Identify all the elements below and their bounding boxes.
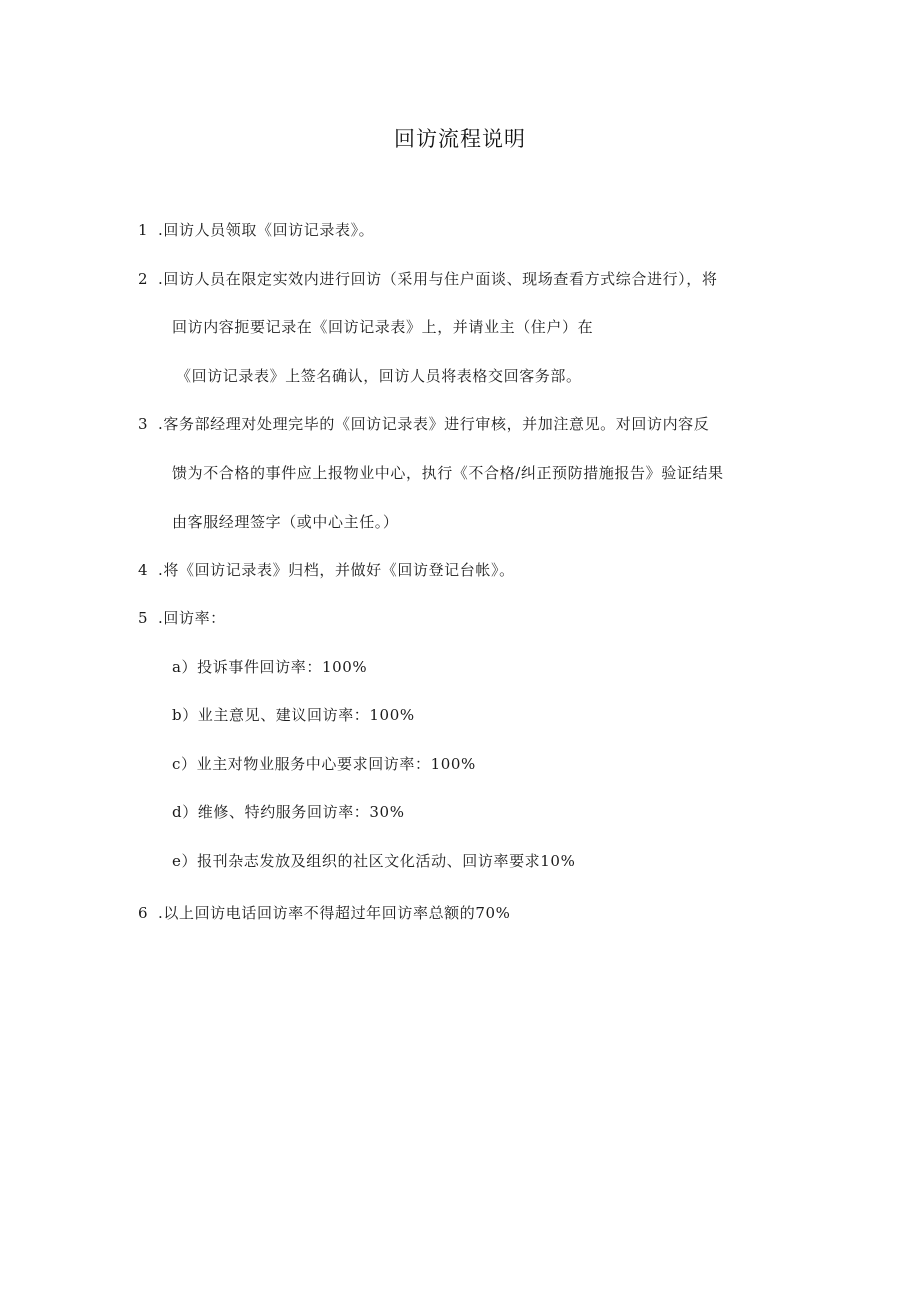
item-number: 3 [138, 415, 149, 433]
item-number: 5 [138, 609, 149, 627]
item-number: 4 [138, 561, 149, 579]
sub-item-text: b）业主意见、建议回访率：100% [172, 706, 415, 724]
item-text: 由客服经理签字（或中心主任。） [172, 513, 399, 531]
item-text: .以上回访电话回访率不得超过年回访率总额的70% [158, 904, 511, 922]
item-text: 《回访记录表》上签名确认，回访人员将表格交回客务部。 [176, 367, 582, 385]
item-text: .客务部经理对处理完毕的《回访记录表》进行审核，并加注意见。对回访内容反 [158, 415, 710, 433]
item-text: 回访内容扼要记录在《回访记录表》上，并请业主（住户）在 [172, 318, 594, 336]
sub-item-text: c）业主对物业服务中心要求回访率：100% [172, 755, 476, 773]
item-number: 1 [138, 221, 149, 239]
item-text: .回访率： [158, 609, 226, 627]
item-text: 馈为不合格的事件应上报物业中心，执行《不合格/纠正预防措施报告》验证结果 [172, 464, 724, 482]
item-text: .将《回访记录表》归档，并做好《回访登记台帐》。 [158, 561, 515, 579]
item-number: 2 [138, 270, 149, 288]
item-text: .回访人员领取《回访记录表》。 [158, 221, 375, 239]
sub-item-text: a）投诉事件回访率：100% [172, 658, 368, 676]
sub-item-text: d）维修、特约服务回访率：30% [172, 803, 405, 821]
item-text: .回访人员在限定实效内进行回访（采用与住户面谈、现场查看方式综合进行），将 [158, 270, 718, 288]
page-title: 回访流程说明 [394, 127, 526, 151]
item-number: 6 [138, 904, 149, 922]
sub-item-text: e）报刊杂志发放及组织的社区文化活动、回访率要求10% [172, 852, 576, 870]
